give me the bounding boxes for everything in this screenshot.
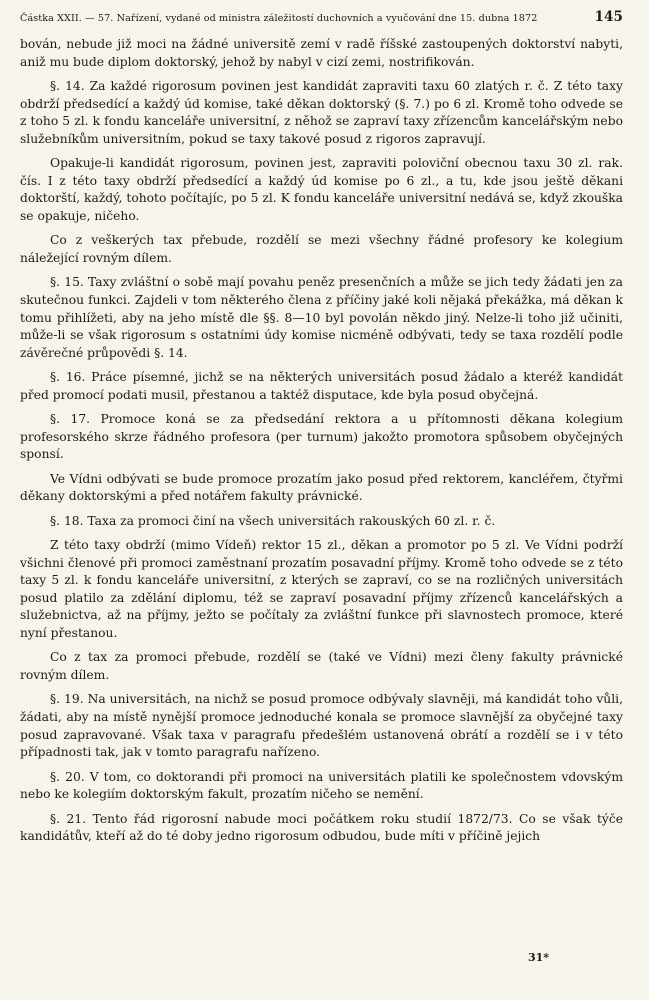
paragraph-section-14: §. 14. Za každé rigorosum povinen jest kandidát zapraviti taxu 60 zlatých r. č. Z této taxy obdrží předsedící a každý úd komise, také děkan doktorský (§. 7.) po 6 zl. Kromě toho odvede se z toho 5 zl. k fondu kanceláře universitní, z něhož se zapraví taxy zřízencům kancelářským nebo služebníkům universitním, pokud se taxy takové posud z rigoros zapravují. [20,78,623,146]
page-number: 145 [594,9,623,25]
signature-mark: 31* [527,951,549,964]
paragraph-vienna-promotion: Ve Vídni odbývati se bude promoce prozatím jako posud před rektorem, kancléřem, čtyřmi děkany doktorskými a před notářem fakulty právnické. [20,471,623,504]
paragraph-tax-distribution: Z této taxy obdrží (mimo Vídeň) rektor 15 zl., děkan a promotor po 5 zl. Ve Vídni podrží všichni členové při promoci zaměstnaní prozatím posavadní příjmy. Kromě toho odvede se z této taxy 5 zl. k fondu kanceláře universitní, z kterých se zapraví, co se na rozličných universitách posud platilo za zdělání diplomu, též se zapraví posavadní příjmy zřízenců kancelářských a služebnictva, až na příjmy, ježto se počítaly za zvláštní funkce při slavnostech promoce, které nyní přestanou. [20,538,623,640]
running-title: Částka XXII. — 57. Nařízení, vydané od ministra záležitostí duchovních a vyučování dne 15. dubna 1872 [20,13,538,24]
paragraph-section-21: §. 21. Tento řád rigorosní nabude moci počátkem roku studií 1872/73. Co se však týče kandidátův, kteří až do té doby jedno rigorosum odbudou, bude míti v příčině jejich [20,811,623,844]
page-header [20,9,623,25]
paragraph-repeat-rigorosum: Opakuje-li kandidát rigorosum, povinen jest, zapraviti poloviční obecnou taxu 30 zl. rak. čís. I z této taxy obdrží předsedící a každý úd komise po 6 zl., a tu, kde jsou ještě děkani doktorští, každý, tohoto počítajíc, po 5 zl. K fondu kanceláře universitní nedává se, když zkouška se opakuje, ničeho. [20,156,623,223]
paragraph-remainder-tax: Co z veškerých tax přebude, rozdělí se mezi všechny řádné profesory ke kolegium náležející rovným dílem. [20,233,623,265]
paragraph-section-16: §. 16. Práce písemné, jichž se na některých universitách posud žádalo a kteréž kandidát před promocí podati musil, přestanou a taktéž disputace, kde byla posud obyčejná. [20,370,623,402]
paragraph-section-18: §. 18. Taxa za promoci činí na všech universitách rakouských 60 zl. r. č. [50,513,496,528]
paragraph-promotion-remainder: Co z tax za promoci přebude, rozdělí se (také ve Vídni) mezi členy fakulty právnické rovným dílem. [20,650,623,682]
paragraph-section-20: §. 20. V tom, co doktorandi při promoci na universitách platili ke společnostem vdovským nebo ke kolegiím doktorským fakult, prozatím ničeho se nemění. [20,769,623,802]
paragraph-section-15: §. 15. Taxy zvláštní o sobě mají povahu peněz presenčních a může se jich tedy žádati jen za skutečnou funkci. Zajdeli v tom některého člena z příčiny jaké koli nějaká překážka, má děkan k tomu přihlížeti, aby na jeho místě dle §§. 8—10 byl povolán někdo jiný. Nelze-li toho již učiniti, může-li se však rigorosum s ostatními údy komise nicméně odbývati, tedy se taxa rozdělí podle závěrečné průpovědi §. 14. [20,275,623,360]
paragraph-section-17: §. 17. Promoce koná se za předsedání rektora a u přítomnosti děkana kolegium profesorského skrze řádného profesora (per turnum) jakožto promotora spůsobem obyčejných sponsí. [20,412,623,462]
paragraph-continued: bován, nebude již moci na žádné universitě zemí v radě říšské zastoupených doktorství nabyti, aniž mu bude diplom doktorský, jehož by nabyl v cizí zemi, nostrifikován. [20,37,623,69]
paragraph-section-19: §. 19. Na universitách, na nichž se posud promoce odbývaly slavněji, má kandidát toho vůli, žádati, aby na místě nynější promoce jednoduché konala se promoce slavnější za obyčejné taxy posud zapravované. Však taxa v paragrafu předešlém ustanovená obrátí a rozdělí se i v této případnosti tak, jak v tomto paragrafu nařízeno. [20,692,623,760]
document-body [20,36,623,846]
